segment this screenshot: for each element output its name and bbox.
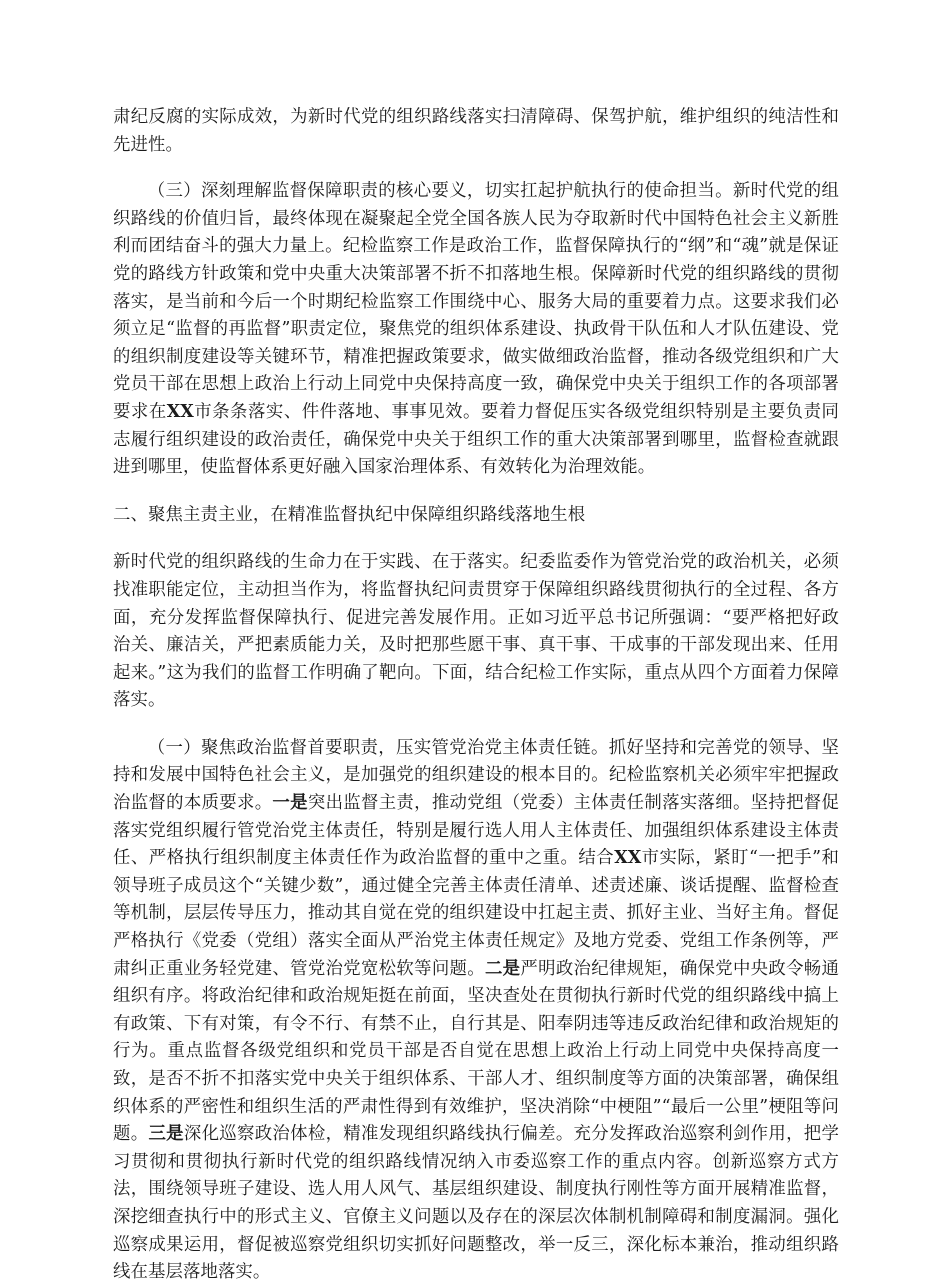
enumeration-marker-bold: 三是 <box>148 1124 184 1145</box>
enumeration-marker-bold: 二是 <box>484 958 521 979</box>
paragraph-section-three-text-after: 市条条落实、件件落地、事事见效。要着力督促压实各级党组织特别是主要负责同志履行组织建设的政治责任，确保党中央关于组织工作的重大决策部署到哪里，监督检查就跟进到哪里，使监督体系更好融入国家治理体系、有效转化为治理效能。 <box>113 401 839 478</box>
placeholder-city-bold: XX <box>614 848 642 869</box>
enumeration-marker-bold: 一是 <box>272 793 308 814</box>
paragraph-text-run: 突出监督主责，推动党组（党委）主体责任制落实落细。坚持把督促落实党组织履行管党治党主体责任，特别是履行选人用人主体责任、加强组织体系建设主体责任、严格执行组织制度主体责任作为政治监督的重中之重。结合 <box>113 793 840 869</box>
paragraph-text-run: 深化巡察政治体检，精准发现组织路线执行偏差。充分发挥政治巡察利剑作用，把学习贯彻和贯彻执行新时代党的组织路线情况纳入市委巡察工作的重点内容。创新巡察方式方法，围绕领导班子建设、选人用人风气、基层组织建设、制度执行刚性等方面开展精准监督，深挖细查执行中的形式主义、官僚主义问题以及存在的深层次体制机制障碍和制度漏洞。强化巡察成果运用，督促被巡察党组织切实抓好问题整改，举一反三，深化标本兼治，推动组织路线在基层落地落实。 <box>113 1124 840 1283</box>
paragraph-text-run: 市实际，紧盯“一把手”和领导班子成员这个“关键少数”，通过健全完善主体责任清单、述责述廉、谈话提醒、监督检查等机制，层层传导压力，推动其自觉在党的组织建设中扛起主责、抓好主业、当好主角。督促严格执行《党委（党组）落实全面从严治党主体责任规定》及地方党委、党组工作条例等，严肃纠正重业务轻党建、管党治党宽松软等问题。 <box>113 848 839 979</box>
paragraph-text-run: 严明政治纪律规矩，确保党中央政令畅通组织有序。将政治纪律和政治规矩挺在前面，坚决查处在贯彻执行新时代党的组织路线中搞上有政策、下有对策，有令不行、有禁不止，自行其是、阳奉阴违等违反政治纪律和政治规矩的行为。重点监督各级党组织和党员干部是否自觉在思想上政治上行动上同党中央保持高度一致，是否不折不扣落实党中央关于组织体系、干部人才、组织制度等方面的决策部署，确保组织体系的严密性和组织生活的严肃性得到有效维护，坚决消除“中梗阻”“最后一公里”梗阻等问题。 <box>113 958 840 1145</box>
heading-gap-top <box>113 482 839 502</box>
paragraph-text-run: （一）聚焦政治监督首要职责，压实管党治党主体责任链。抓好坚持和完善党的领导、坚持和发展中国特色社会主义，是加强党的组织建设的根本目的。纪检监察机关必须牢牢把握政治监督的本质要求。 <box>113 737 839 814</box>
paragraph-section-two-intro: 新时代党的组织路线的生命力在于实践、在于落实。纪委监委作为管党治党的政治机关，必须找准职能定位，主动担当作为，将监督执纪问责贯穿于保障组织路线贯彻执行的全过程、各方面，充分发挥监督保障执行、促进完善发展作用。正如习近平总书记所强调：“要严格把好政治关、廉洁关，严把素质能力关，及时把那些愿干事、真干事、干成事的干部发现出来、任用起来。”这为我们的监督工作明确了靶向。下面，结合纪检工作实际，重点从四个方面着力保障落实。 <box>113 552 839 711</box>
paragraph-gap-two <box>113 715 839 735</box>
paragraph-section-three-text-before: （三）深刻理解监督保障职责的核心要义，切实扛起护航执行的使命担当。新时代党的组织路线的价值归旨，最终体现在凝聚起全党全国各族人民为夺取新时代中国特色社会主义新胜利而团结奋斗的强大力量上。纪检监察工作是政治工作，监督保障执行的“纲”和“魂”就是保证党的路线方针政策和党中央重大决策部署不折不扣落地生根。保障新时代党的组织路线的贯彻落实，是当前和今后一个时期纪检监察工作围绕中心、服务大局的重要着力点。这要求我们必须立足“监督的再监督”职责定位，聚焦党的组织体系建设、执政骨干队伍和人才队伍建设、党的组织制度建设等关键环节，精准把握政策要求，做实做细政治监督，推动各级党组织和广大党员干部在思想上政治上行动上同党中央保持高度一致，确保党中央关于组织工作的各项部署要求在 <box>113 181 839 422</box>
placeholder-city-bold: XX <box>166 401 194 422</box>
heading-gap-bottom <box>113 529 839 549</box>
heading-section-two: 二、聚焦主责主业，在精准监督执纪中保障组织路线落地生根 <box>113 504 586 525</box>
paragraph-section-three <box>113 178 839 482</box>
paragraph-continuation: 肃纪反腐的实际成效，为新时代党的组织路线落实扫清障碍、保驾护航，维护组织的纯洁性和先进性。 <box>113 107 839 155</box>
document-body <box>113 104 839 1287</box>
paragraph-gap <box>113 159 839 178</box>
paragraph-subsection-one <box>113 735 839 1287</box>
